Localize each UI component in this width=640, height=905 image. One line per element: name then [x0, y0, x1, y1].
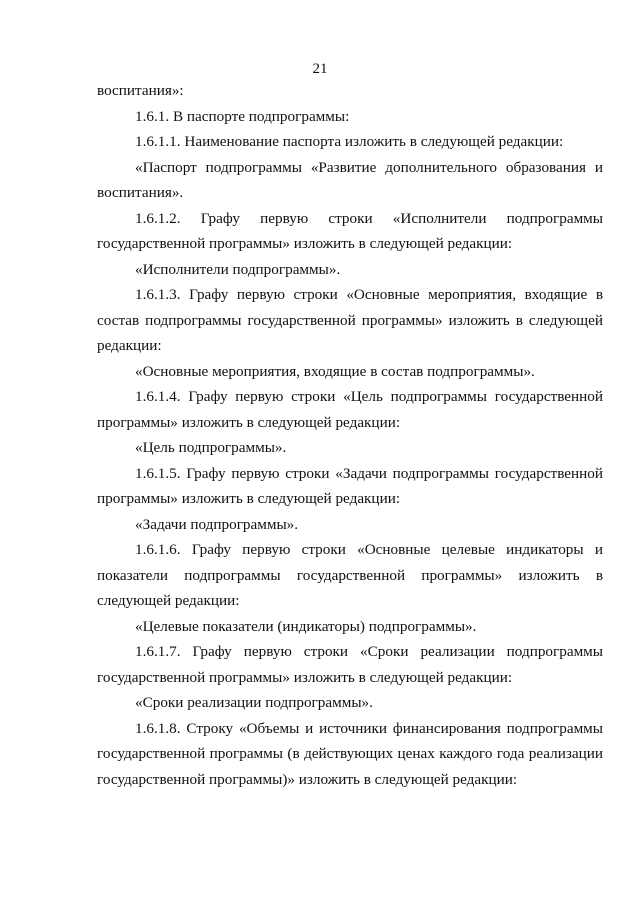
paragraph-1-6-1-1: 1.6.1.1. Наименование паспорта изложить в следующей редакции: — [135, 133, 564, 150]
document-body — [97, 78, 603, 792]
paragraph-quote-timeline: «Сроки реализации подпрограммы». — [135, 694, 373, 711]
paragraph-quote-executors: «Исполнители подпрограммы». — [135, 260, 341, 278]
paragraph-continuation: воспитания»: — [97, 82, 184, 99]
paragraph-1-6-1-7: 1.6.1.7. Графу первую строки «Сроки реализации подпрограммы государственной программы» изложить в следующей редакции: — [97, 643, 603, 686]
paragraph-quote-tasks: «Задачи подпрограммы». — [135, 515, 299, 533]
paragraph-quote-activities: «Основные мероприятия, входящие в состав подпрограммы». — [135, 362, 535, 380]
paragraph-1-6-1: 1.6.1. В паспорте подпрограммы: — [135, 107, 350, 125]
paragraph-1-6-1-5: 1.6.1.5. Графу первую строки «Задачи подпрограммы государственной программы» изложить в следующей редакции: — [97, 464, 603, 507]
paragraph-1-6-1-3: 1.6.1.3. Графу первую строки «Основные мероприятия, входящие в состав подпрограммы государственной программы» изложить в следующей редакции: — [97, 286, 603, 354]
paragraph-1-6-1-8: 1.6.1.8. Строку «Объемы и источники финансирования подпрограммы государственной программы (в действующих ценах каждого года реализации государственной программы)» изложить в следующей редакции: — [97, 719, 603, 788]
paragraph-quote-goal: «Цель подпрограммы». — [135, 439, 287, 456]
paragraph-quote-indicators: «Целевые показатели (индикаторы) подпрограммы». — [135, 617, 477, 635]
paragraph-1-6-1-6: 1.6.1.6. Графу первую строки «Основные целевые индикаторы и показатели подпрограммы государственной программы» изложить в следующей редакции: — [97, 541, 603, 609]
page-number: 21 — [312, 61, 328, 77]
paragraph-1-6-1-2: 1.6.1.2. Графу первую строки «Исполнители подпрограммы государственной программы» изложить в следующей редакции: — [97, 209, 603, 252]
paragraph-1-6-1-4: 1.6.1.4. Графу первую строки «Цель подпрограммы государственной программы» изложить в следующей редакции: — [97, 388, 603, 431]
paragraph-quote-passport: «Паспорт подпрограммы «Развитие дополнительного образования и воспитания». — [97, 158, 603, 201]
